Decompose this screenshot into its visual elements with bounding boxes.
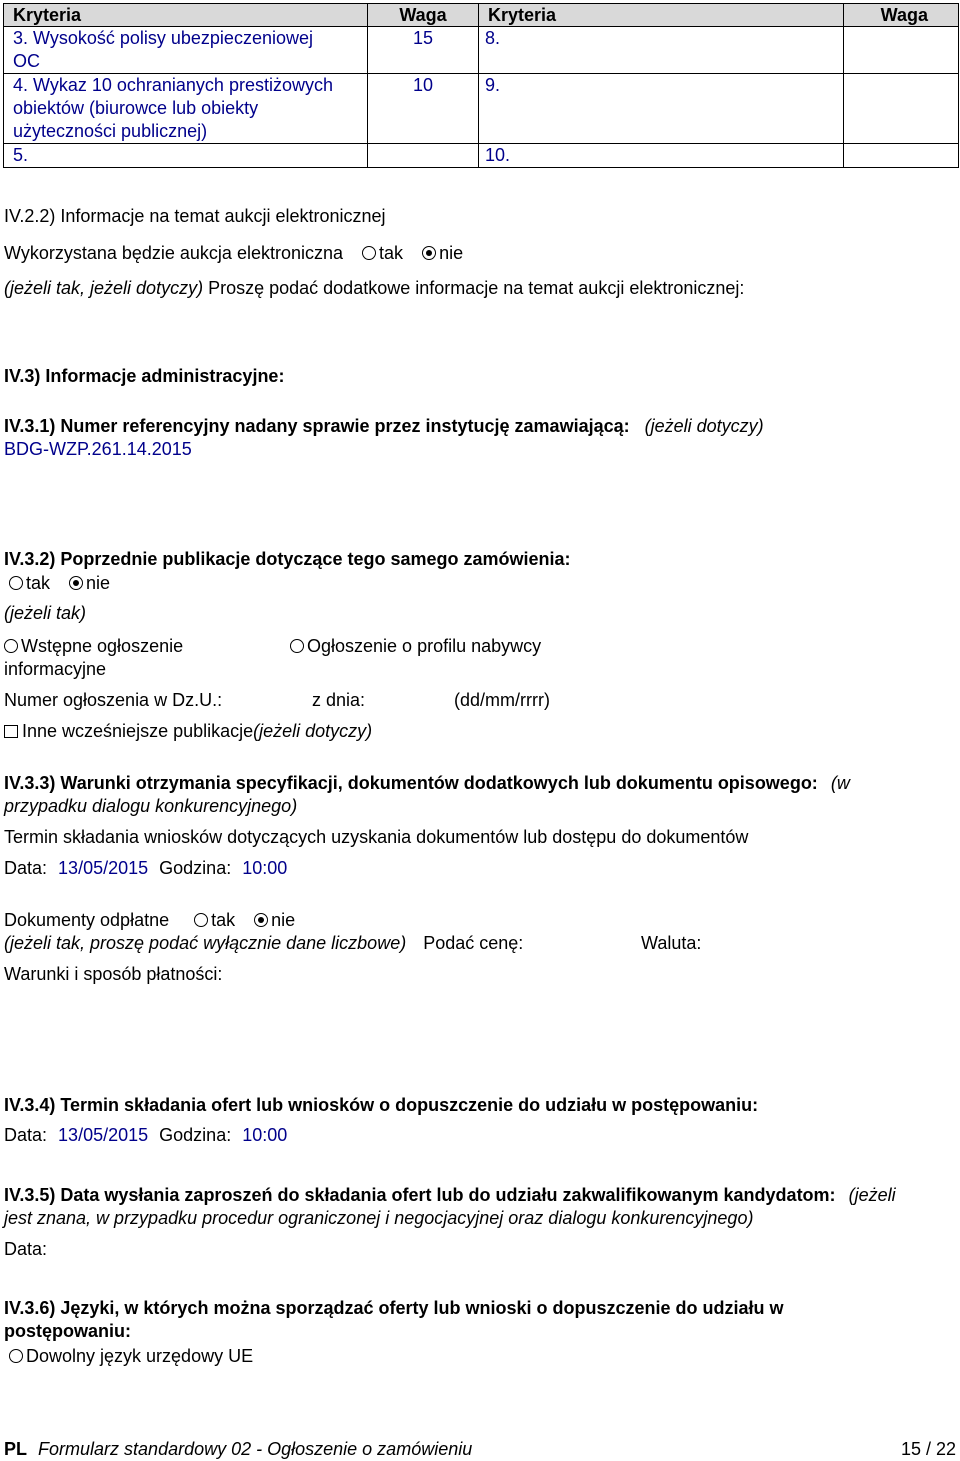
auction-no-label: nie <box>439 243 464 263</box>
section-heading-iv34: IV.3.4) Termin składania ofert lub wniosków o dopuszczenie do udziału w postępowaniu: <box>4 1095 759 1115</box>
reference-heading-row <box>4 415 764 438</box>
prior-yes-radio[interactable] <box>9 576 23 590</box>
auction-note-condition: (jeżeli tak, jeżeli dotyczy) <box>4 278 204 298</box>
weight-cell: 10 <box>368 74 479 144</box>
footer-title: Formularz standardowy 02 - Ogłoszenie o zamówieniu <box>38 1439 473 1459</box>
paid-no-radio[interactable] <box>254 913 268 927</box>
criteria-header: Kryteria <box>479 4 844 27</box>
table-row <box>4 27 959 74</box>
language-any-label: Dowolny język urzędowy UE <box>26 1346 254 1366</box>
other-publications-note: (jeżeli dotyczy) <box>253 721 373 741</box>
notice-number-label: Numer ogłoszenia w Dz.U.: <box>4 690 223 710</box>
offer-time-value: 10:00 <box>242 1125 288 1145</box>
spec-heading-row <box>4 772 850 795</box>
notice-date-format: (dd/mm/rrrr) <box>454 690 550 710</box>
notice-date-label: z dnia: <box>312 690 366 710</box>
paid-docs-label: Dokumenty odpłatne <box>4 910 170 930</box>
price-label: Podać cenę: <box>423 933 524 953</box>
criteria-cell: 8. <box>479 27 844 74</box>
spec-note-start: (w <box>830 773 850 793</box>
invitation-date-label: Data: <box>4 1239 48 1259</box>
spec-date-row <box>4 857 287 880</box>
spec-date-value: 13/05/2015 <box>58 858 149 878</box>
buyer-profile-radio[interactable] <box>290 639 304 653</box>
section-heading-iv33: IV.3.3) Warunki otrzymania specyfikacji, dokumentów dodatkowych lub dokumentu opisowego: <box>4 773 818 793</box>
criteria-header-row <box>4 4 959 27</box>
table-row <box>4 74 959 144</box>
paid-yes-radio[interactable] <box>194 913 208 927</box>
offer-time-label: Godzina: <box>159 1125 232 1145</box>
prior-no-radio[interactable] <box>69 576 83 590</box>
criteria-cell: 5. <box>4 144 368 168</box>
buyer-profile-option <box>290 635 541 658</box>
weight-cell: 15 <box>368 27 479 74</box>
prior-notice-radio[interactable] <box>4 639 18 653</box>
offer-date-value: 13/05/2015 <box>58 1125 149 1145</box>
criteria-cell: 9. <box>479 74 844 144</box>
page-footer <box>0 1436 960 1461</box>
weight-header: Waga <box>844 4 959 27</box>
language-any-radio[interactable] <box>9 1349 23 1363</box>
weight-cell <box>844 144 959 168</box>
other-publications-checkbox[interactable] <box>4 725 18 738</box>
footer-lang: PL <box>4 1439 28 1459</box>
section-heading-iv22: IV.2.2) Informacje na temat aukcji elektronicznej <box>4 206 386 226</box>
criteria-header: Kryteria <box>4 4 368 27</box>
weight-header: Waga <box>368 4 479 27</box>
payment-terms-label: Warunki i sposób płatności: <box>4 964 223 984</box>
prior-yes-label: tak <box>26 573 51 593</box>
weight-cell <box>844 74 959 144</box>
paid-docs-row <box>4 909 295 932</box>
auction-note-text: Proszę podać dodatkowe informacje na temat aukcji elektronicznej: <box>208 278 745 298</box>
auction-note-row <box>4 277 744 300</box>
section-heading-iv32: IV.3.2) Poprzednie publikacje dotyczące tego samego zamówienia: <box>4 549 571 569</box>
section-heading-iv36-cont: postępowaniu: <box>4 1321 131 1341</box>
criteria-cell: 4. Wykaz 10 ochranianych prestiżowych obiektów (biurowce lub obiekty użyteczności publicznej) <box>4 74 368 144</box>
spec-time-label: Godzina: <box>159 858 232 878</box>
spec-time-value: 10:00 <box>242 858 288 878</box>
prior-notice-option <box>4 635 183 658</box>
section-heading-iv31: IV.3.1) Numer referencyjny nadany sprawie przez instytucję zamawiającą: <box>4 416 630 436</box>
prior-notice-label: Wstępne ogłoszenie <box>21 636 184 656</box>
other-publications-row <box>4 720 372 743</box>
invitation-note-cont: jest znana, w przypadku procedur ograniczonej i negocjacyjnej oraz dialogu konkurencyjnego) <box>4 1208 754 1228</box>
prior-publication-row <box>9 572 110 595</box>
prior-no-label: nie <box>86 573 111 593</box>
price-row <box>4 932 523 955</box>
weight-cell <box>368 144 479 168</box>
prior-notice-label-cont: informacyjne <box>4 659 107 679</box>
footer-page-number: 15 / 22 <box>900 1439 956 1459</box>
criteria-table <box>3 3 959 168</box>
invitation-note-start: (jeżeli <box>848 1185 896 1205</box>
section-heading-iv3: IV.3) Informacje administracyjne: <box>4 366 285 386</box>
prior-if-yes-note: (jeżeli tak) <box>4 603 87 623</box>
section-heading-iv35: IV.3.5) Data wysłania zaproszeń do składania ofert lub do udziału zakwalifikowanym kandydatom: <box>4 1185 836 1205</box>
buyer-profile-label: Ogłoszenie o profilu nabywcy <box>307 636 542 656</box>
auction-question: Wykorzystana będzie aukcja elektroniczna <box>4 243 344 263</box>
other-publications-label: Inne wcześniejsze publikacje <box>22 721 254 741</box>
spec-date-label: Data: <box>4 858 48 878</box>
criteria-cell: 3. Wysokość polisy ubezpieczeniowej OC <box>4 27 368 74</box>
weight-cell <box>844 27 959 74</box>
offer-date-row <box>4 1124 287 1147</box>
table-row <box>4 144 959 168</box>
paid-no-label: nie <box>271 910 296 930</box>
criteria-cell: 10. <box>479 144 844 168</box>
currency-label: Waluta: <box>641 933 702 953</box>
auction-no-radio[interactable] <box>422 246 436 260</box>
language-option-row <box>9 1345 253 1368</box>
auction-yes-label: tak <box>379 243 404 263</box>
spec-note-cont: przypadku dialogu konkurencyjnego) <box>4 796 298 816</box>
offer-date-label: Data: <box>4 1125 48 1145</box>
invitation-heading-row <box>4 1184 896 1207</box>
auction-question-row <box>4 242 463 265</box>
spec-deadline-text: Termin składania wniosków dotyczących uzyskania dokumentów lub dostępu do dokumentów <box>4 827 749 847</box>
auction-yes-radio[interactable] <box>362 246 376 260</box>
price-note: (jeżeli tak, proszę podać wyłącznie dane liczbowe) <box>4 933 407 953</box>
paid-yes-label: tak <box>211 910 236 930</box>
reference-number: BDG-WZP.261.14.2015 <box>4 439 192 459</box>
reference-note: (jeżeli dotyczy) <box>644 416 764 436</box>
section-heading-iv36: IV.3.6) Języki, w których można sporządzać oferty lub wnioski o dopuszczenie do udziału w <box>4 1298 784 1318</box>
